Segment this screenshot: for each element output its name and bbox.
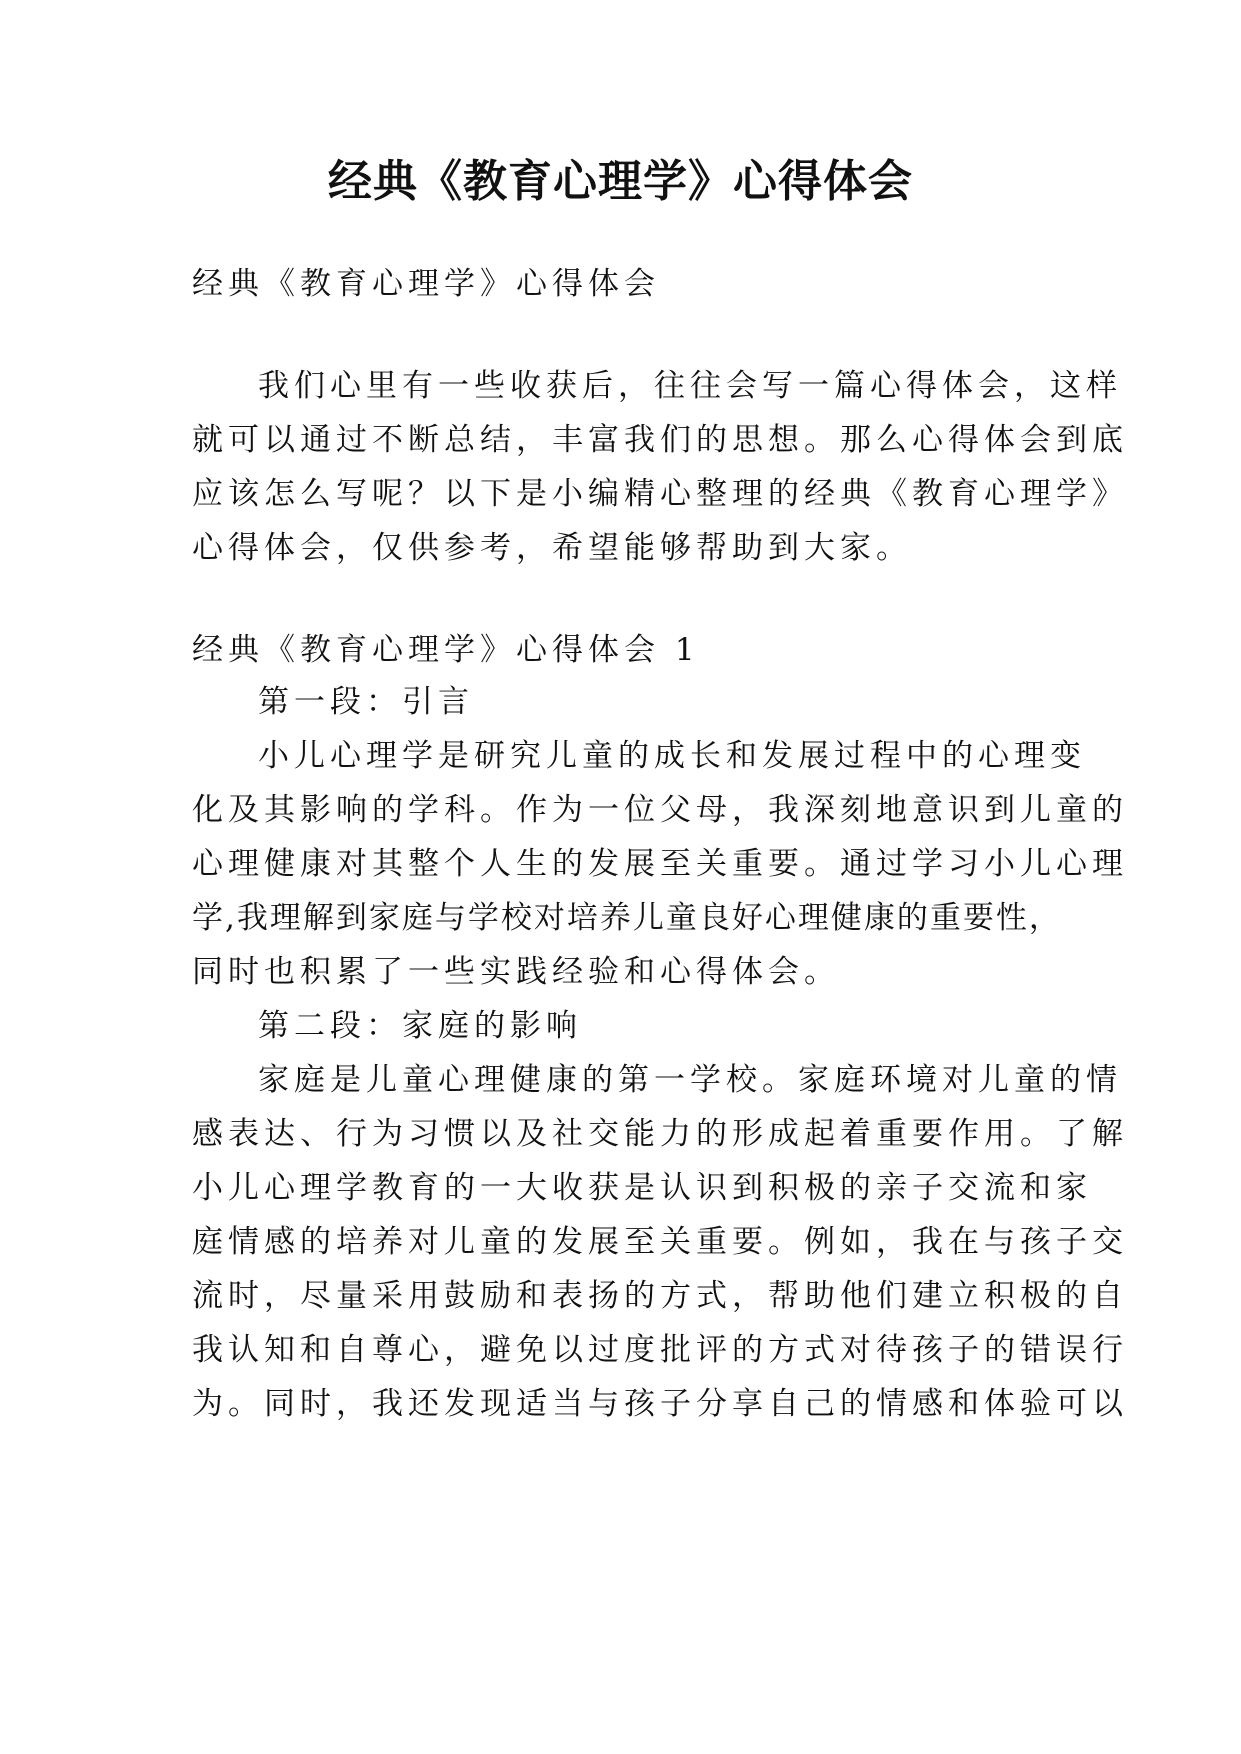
paragraph-line: 心理健康对其整个人生的发展至关重要。通过学习小儿心理 — [192, 846, 1128, 882]
section-heading: 经典《教育心理学》心得体会 1 — [192, 632, 700, 668]
intro-line: 心得体会，仅供参考，希望能够帮助到大家。 — [192, 530, 912, 566]
paragraph-line: 家庭是儿童心理健康的第一学校。家庭环境对儿童的情 — [258, 1062, 1122, 1098]
intro-line: 应该怎么写呢？以下是小编精心整理的经典《教育心理学》 — [192, 476, 1128, 512]
paragraph-line: 感表达、行为习惯以及社交能力的形成起着重要作用。了解 — [192, 1116, 1128, 1152]
part2-heading: 第二段：家庭的影响 — [258, 1008, 582, 1044]
paragraph-line: 庭情感的培养对儿童的发展至关重要。例如，我在与孩子交 — [192, 1224, 1128, 1260]
intro-line: 就可以通过不断总结，丰富我们的思想。那么心得体会到底 — [192, 422, 1128, 458]
paragraph-line: 流时，尽量采用鼓励和表扬的方式，帮助他们建立积极的自 — [192, 1278, 1128, 1314]
paragraph-line: 小儿心理学是研究儿童的成长和发展过程中的心理变 — [258, 738, 1086, 774]
paragraph-line: 学,我理解到家庭与学校对培养儿童良好心理健康的重要性， — [192, 900, 1062, 936]
paragraph-line: 化及其影响的学科。作为一位父母，我深刻地意识到儿童的 — [192, 792, 1128, 828]
paragraph-line: 我认知和自尊心，避免以过度批评的方式对待孩子的错误行 — [192, 1332, 1128, 1368]
document-subtitle: 经典《教育心理学》心得体会 — [192, 266, 660, 302]
part1-heading: 第一段：引言 — [258, 684, 474, 720]
intro-line: 我们心里有一些收获后，往往会写一篇心得体会，这样 — [258, 368, 1122, 404]
paragraph-line: 同时也积累了一些实践经验和心得体会。 — [192, 954, 840, 990]
document-title: 经典《教育心理学》心得体会 — [328, 156, 913, 207]
paragraph-line: 为。同时，我还发现适当与孩子分享自己的情感和体验可以 — [192, 1386, 1128, 1422]
paragraph-line: 小儿心理学教育的一大收获是认识到积极的亲子交流和家 — [192, 1170, 1092, 1206]
